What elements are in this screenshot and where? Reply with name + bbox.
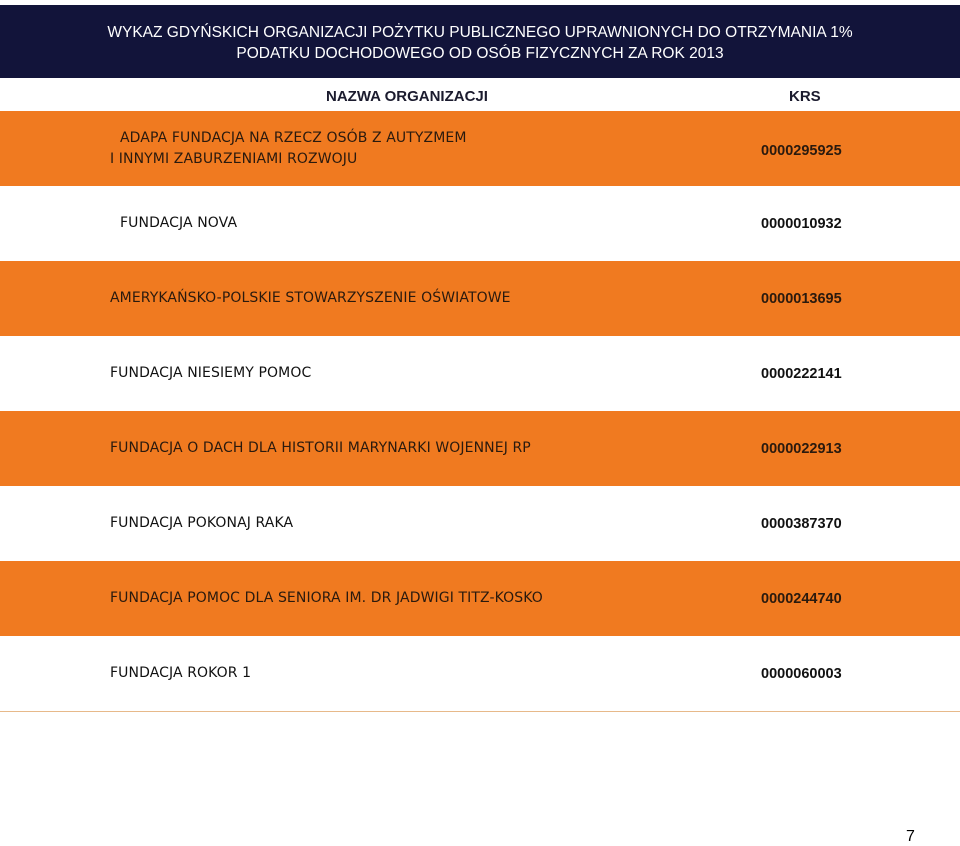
- organization-name-line-1: FUNDACJA NOVA: [120, 215, 238, 231]
- table-header: [0, 78, 960, 111]
- krs-number: 0000222141: [761, 365, 842, 382]
- organization-name-line-1: FUNDACJA O DACH DLA HISTORII MARYNARKI WOJENNEJ RP: [110, 440, 531, 456]
- organization-name-line-2: I INNYMI ZABURZENIAMI ROZWOJU: [110, 150, 358, 167]
- table-row: [0, 411, 960, 486]
- table-row: [0, 186, 960, 261]
- page-number: 7: [906, 828, 915, 845]
- organization-name: [110, 261, 511, 336]
- organization-name-line-1: ADAPA FUNDACJA NA RZECZ OSÓB Z AUTYZMEM: [120, 129, 467, 146]
- table-row: [0, 261, 960, 336]
- krs-number: 0000060003: [761, 665, 842, 682]
- organization-name: [110, 636, 251, 711]
- title-line-2: PODATKU DOCHODOWEGO OD OSÓB FIZYCZNYCH ZA ROK 2013: [236, 45, 724, 62]
- table-row: [0, 636, 960, 711]
- table-row: [0, 486, 960, 561]
- organization-name: [110, 111, 467, 186]
- krs-number: 0000010932: [761, 215, 842, 232]
- organization-name-line-1: FUNDACJA POMOC DLA SENIORA IM. DR JADWIGI TITZ-KOSKO: [110, 590, 543, 606]
- organization-name: [110, 336, 311, 411]
- krs-number: 0000387370: [761, 515, 842, 532]
- column-header-name: NAZWA ORGANIZACJI: [326, 88, 488, 105]
- krs-number: 0000022913: [761, 440, 842, 457]
- organization-name-line-1: FUNDACJA NIESIEMY POMOC: [110, 365, 312, 381]
- krs-number: 0000295925: [761, 142, 842, 159]
- table-row: [0, 111, 960, 186]
- organization-name: [110, 561, 543, 636]
- column-header-krs: KRS: [789, 88, 821, 105]
- table-row: [0, 336, 960, 411]
- krs-number: 0000013695: [761, 290, 842, 307]
- organization-name: [110, 411, 531, 486]
- organization-name-line-1: FUNDACJA POKONAJ RAKA: [110, 515, 294, 531]
- organization-name-line-1: FUNDACJA ROKOR 1: [110, 665, 252, 681]
- table-bottom-divider: [0, 711, 960, 712]
- organization-name: [110, 486, 293, 561]
- title-banner: [0, 5, 960, 78]
- organization-name-line-1: AMERYKAŃSKO-POLSKIE STOWARZYSZENIE OŚWIATOWE: [110, 290, 511, 306]
- table-row: [0, 561, 960, 636]
- title-line-1: WYKAZ GDYŃSKICH ORGANIZACJI POŻYTKU PUBLICZNEGO UPRAWNIONYCH DO OTRZYMANIA 1%: [107, 24, 853, 41]
- organization-name: [110, 186, 237, 261]
- krs-number: 0000244740: [761, 590, 842, 607]
